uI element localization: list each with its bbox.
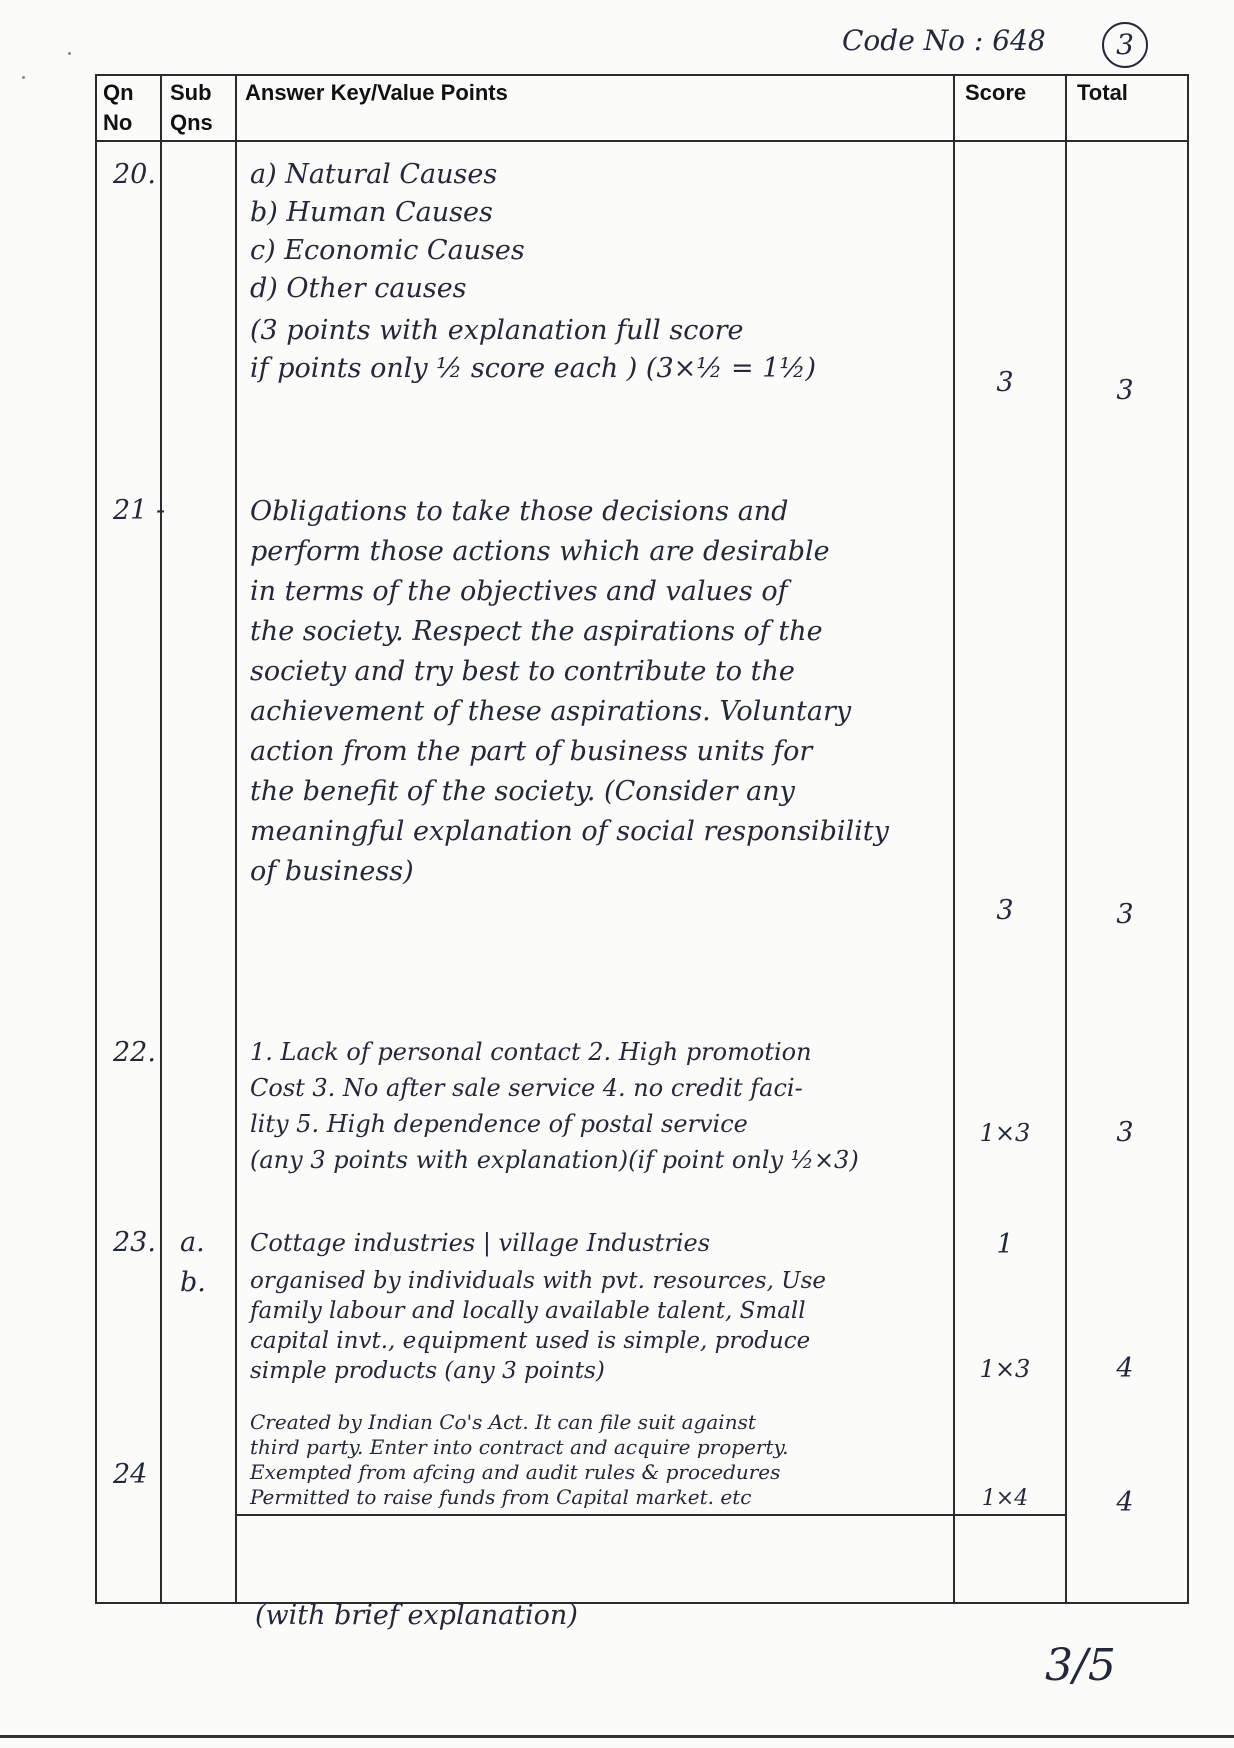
header-sub-qns: Sub Qns <box>170 80 213 135</box>
answer-line: Created by Indian Co's Act. It can file suit against <box>250 1410 756 1434</box>
header-qn-no: Qn No <box>103 80 134 135</box>
margin-speck <box>22 76 25 79</box>
question-number: 24 <box>113 1459 148 1490</box>
answer-line: lity 5. High dependence of postal service <box>250 1110 748 1138</box>
answer-line: 1. Lack of personal contact 2. High promotion <box>250 1038 812 1066</box>
header-score: Score <box>965 80 1027 105</box>
answer-line: capital invt., equipment used is simple, produce <box>250 1328 811 1354</box>
answer-line: b) Human Causes <box>250 197 493 228</box>
total-value: 3 <box>1116 375 1134 406</box>
code-number: Code No : 648 <box>842 24 1046 57</box>
sub-question-b: b. <box>180 1267 206 1298</box>
answer-line: society and try best to contribute to the <box>250 656 795 687</box>
row-underline <box>235 1514 1065 1516</box>
answer-text <box>250 1034 940 1178</box>
answer-line: c) Economic Causes <box>250 235 525 266</box>
answer-text <box>250 492 940 892</box>
answer-line: perform those actions which are desirable <box>250 536 830 567</box>
answer-key-table <box>95 74 1189 1604</box>
answer-line: Permitted to raise funds from Capital market. etc <box>250 1485 752 1509</box>
answer-text <box>250 1410 940 1510</box>
answer-line: organised by individuals with pvt. resources, Use <box>250 1268 827 1294</box>
answer-line: the benefit of the society. (Consider any <box>250 776 795 807</box>
header-answer-key: Answer Key/Value Points <box>245 80 508 105</box>
circled-page-number: 3 <box>1102 22 1148 68</box>
answer-line: the society. Respect the aspirations of the <box>250 616 823 647</box>
answer-line: Obligations to take those decisions and <box>250 496 789 527</box>
header-total: Total <box>1077 80 1128 105</box>
answer-line: Cost 3. No after sale service 4. no credit faci- <box>250 1074 803 1102</box>
score-value-b: 1×3 <box>979 1355 1031 1383</box>
answer-line: achievement of these aspirations. Voluntary <box>250 696 852 727</box>
answer-line: (any 3 points with explanation)(if point only ½×3) <box>250 1146 859 1174</box>
score-value: 3 <box>996 895 1014 926</box>
page-number: 3/5 <box>1045 1640 1116 1691</box>
page-bottom-rule <box>0 1735 1234 1738</box>
answer-line: a) Natural Causes <box>250 159 498 190</box>
total-value: 4 <box>1116 1353 1134 1384</box>
score-value: 1×3 <box>979 1119 1031 1147</box>
column-divider <box>1065 74 1067 1604</box>
margin-speck <box>68 52 71 55</box>
question-number: 22. <box>113 1037 156 1068</box>
answer-line: in terms of the objectives and values of <box>250 576 788 607</box>
total-value: 4 <box>1116 1487 1134 1518</box>
answer-line: d) Other causes <box>250 273 467 304</box>
column-divider <box>160 74 162 1604</box>
table-border-right <box>1187 74 1189 1604</box>
answer-line: meaningful explanation of social responsibility <box>250 816 889 847</box>
table-footnote: (with brief explanation) <box>255 1600 578 1631</box>
column-divider <box>235 74 237 1604</box>
answer-text-a: Cottage industries | village Industries <box>250 1229 711 1257</box>
question-number: 20. <box>113 159 156 190</box>
question-number: 23. <box>113 1227 156 1258</box>
header-divider <box>95 140 1189 142</box>
answer-text-b <box>250 1266 940 1386</box>
sub-question-a: a. <box>180 1227 205 1258</box>
question-number: 21 - <box>113 495 166 526</box>
answer-line: action from the part of business units for <box>250 736 813 767</box>
answer-line: (3 points with explanation full score <box>250 315 744 346</box>
answer-text <box>250 156 940 388</box>
total-value: 3 <box>1116 1117 1134 1148</box>
table-border-left <box>95 74 97 1604</box>
score-value: 3 <box>996 367 1014 398</box>
answer-line: third party. Enter into contract and acquire property. <box>250 1435 789 1459</box>
score-value-a: 1 <box>996 1229 1014 1260</box>
table-border-top <box>95 74 1189 76</box>
total-value: 3 <box>1116 899 1134 930</box>
answer-line: Exempted from afcing and audit rules & procedures <box>250 1460 781 1484</box>
score-value: 1×4 <box>981 1486 1029 1511</box>
answer-line: of business) <box>250 856 414 887</box>
answer-line: family labour and locally available talent, Small <box>250 1298 806 1324</box>
answer-line: if points only ½ score each ) (3×½ = 1½) <box>250 353 817 384</box>
answer-line: simple products (any 3 points) <box>250 1358 605 1384</box>
